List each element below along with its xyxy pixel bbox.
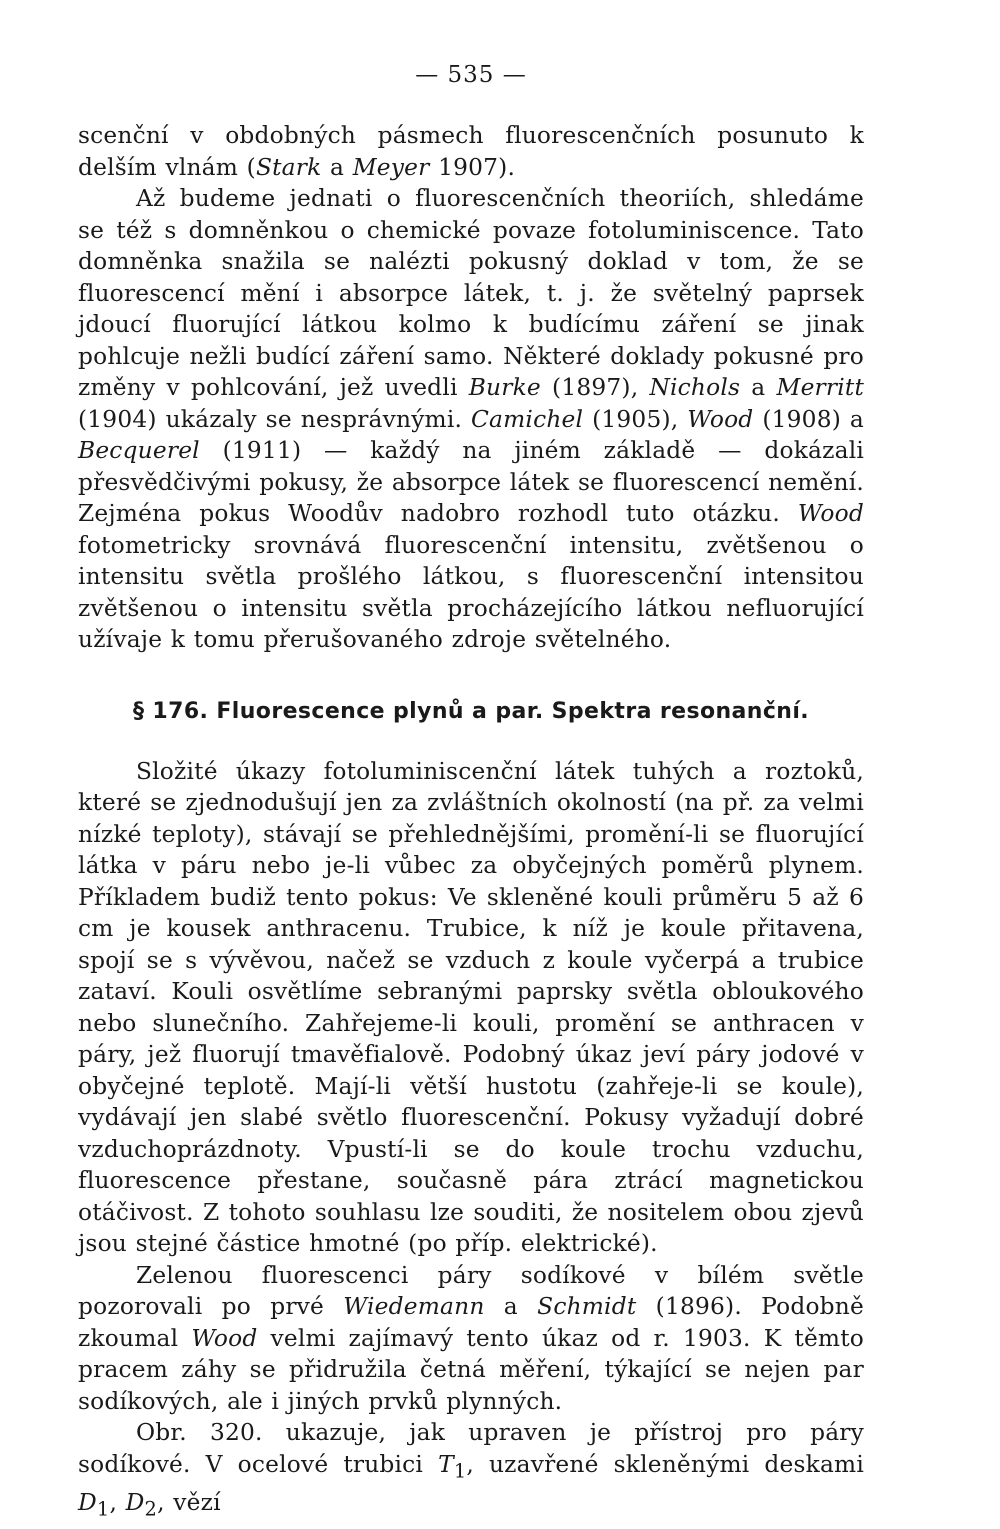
author-name: Wood bbox=[687, 405, 754, 433]
text-run: 1907). bbox=[429, 153, 516, 181]
author-name: Stark bbox=[255, 153, 322, 181]
author-name: Wood bbox=[191, 1324, 258, 1352]
text-run: (1904) ukázaly se nesprávnými. bbox=[78, 405, 472, 433]
text-run: Zelenou fluorescenci páry sodíkové v bílém světle pozorovali po prvé bbox=[78, 1261, 864, 1320]
text-run: (1905), bbox=[583, 405, 688, 433]
author-name: Merritt bbox=[776, 374, 865, 401]
text-run: , uzavřené skleněnými deskami bbox=[466, 1450, 864, 1478]
author-name: Schmidt bbox=[537, 1293, 637, 1320]
symbol-subscript: 1 bbox=[453, 1459, 467, 1483]
text-run: (1911) — každý na jiném základě — dokázali přesvědčivými pokusy, že absorpce látek se fluorescencí nemění. Zejména pokus Woodův nadobro rozhodl tuto otázku. bbox=[78, 437, 864, 527]
text-run: Obr. 320. ukazuje, jak upraven je přístroj pro páry sodíkové. V ocelové trubici bbox=[78, 1419, 864, 1478]
text-run: scenční v obdobných pásmech fluorescenčních posunuto k delším vlnám ( bbox=[78, 122, 864, 181]
author-name: Wood bbox=[797, 500, 864, 527]
text-run: (1908) a bbox=[753, 405, 865, 433]
paragraph-continuation bbox=[78, 120, 864, 183]
text-run: a bbox=[740, 374, 777, 401]
author-name: Nichols bbox=[649, 374, 741, 401]
text-run: fotometricky srovnává fluorescenční intensitu, zvětšenou o intensitu světla prošlého látkou, s fluorescenční intensitou zvětšenou o intensitu světla procházejícího látkou nefluorující užívaje k tomu přerušovaného zdroje světelného. bbox=[78, 531, 864, 653]
text-run: a bbox=[321, 153, 353, 181]
book-page bbox=[78, 58, 864, 1525]
text-run: (1896). Podobně zkoumal bbox=[78, 1293, 864, 1352]
paragraph-apparatus bbox=[78, 1417, 864, 1525]
paragraph-anthracene: Složité úkazy fotoluminiscenční látek tuhých a roztoků, které se zjednodušují jen za zvláštních okolností (na př. za velmi nízké teploty), stávají se přehlednějšími, promění-li se fluorující látka v páru nebo je-li vůbec za obyčejných poměrů plynem. Příkladem budiž tento pokus: Ve skleněné kouli průměru 5 až 6 cm je kousek anthracenu. Trubice, k níž je koule přitavena, spojí se s vývěvou, načež se vzduch z koule vyčerpá a trubice zataví. Kouli osvětlíme sebranými paprsky světla obloukového nebo slunečního. Zahřejeme-li kouli, promění se anthracen v páry, jež fluorují tmavěfialově. Podobný úkaz jeví páry jodové v obyčejné teplotě. Mají-li větší hustotu (zahřeje-li se koule), vydávají jen slabé světlo fluorescenční. Pokusy vyžadují dobré vzduchoprázdnoty. Vpustí-li se do koule trochu vzduchu, fluorescence přestane, současně pára ztrácí magnetickou otáčivost. Z tohoto souhlasu lze souditi, že nositelem obou zjevů jsou stejné částice hmotné (po příp. elektrické). bbox=[78, 757, 864, 1257]
paragraph-absorption bbox=[78, 183, 864, 656]
text-run: velmi zajímavý tento úkaz od r. 1903. K těmto pracem záhy se přidružila četná měření, týkající se nejen par sodíkových, ale i jiných prvků plynných. bbox=[78, 1324, 865, 1415]
paragraph-sodium bbox=[78, 1260, 864, 1418]
text-run: a bbox=[484, 1293, 538, 1320]
text-run: , bbox=[109, 1488, 126, 1516]
page-number: — 535 — bbox=[415, 62, 527, 88]
author-name: Meyer bbox=[352, 153, 430, 181]
text-run: , vězí bbox=[157, 1488, 221, 1516]
author-name: Burke bbox=[468, 374, 541, 401]
section-heading: § 176. Fluorescence plynů a par. Spektra resonanční. bbox=[132, 698, 810, 724]
symbol: D bbox=[125, 1488, 145, 1516]
author-name: Camichel bbox=[471, 405, 584, 433]
author-name: Wiedemann bbox=[343, 1293, 485, 1320]
text-run: (1897), bbox=[540, 374, 650, 401]
symbol-subscript: 2 bbox=[144, 1497, 158, 1521]
symbol: T bbox=[438, 1450, 454, 1478]
author-name: Becquerel bbox=[78, 437, 200, 464]
text-run: Až budeme jednati o fluorescenčních theoriích, shledáme se též s domněnkou o chemické povaze fotoluminiscence. Tato domněnka snažila se nalézti pokusný doklad v tom, že se fluorescencí mění i absorpce látek, t. j. že světelný paprsek jdoucí fluorující látkou kolmo k budícímu záření se jinak pohlcuje nežli budící záření samo. Některé doklady pokusné pro změny v pohlcování, jež uvedli bbox=[78, 185, 864, 401]
symbol-subscript: 1 bbox=[96, 1497, 110, 1521]
symbol: D bbox=[78, 1488, 97, 1516]
